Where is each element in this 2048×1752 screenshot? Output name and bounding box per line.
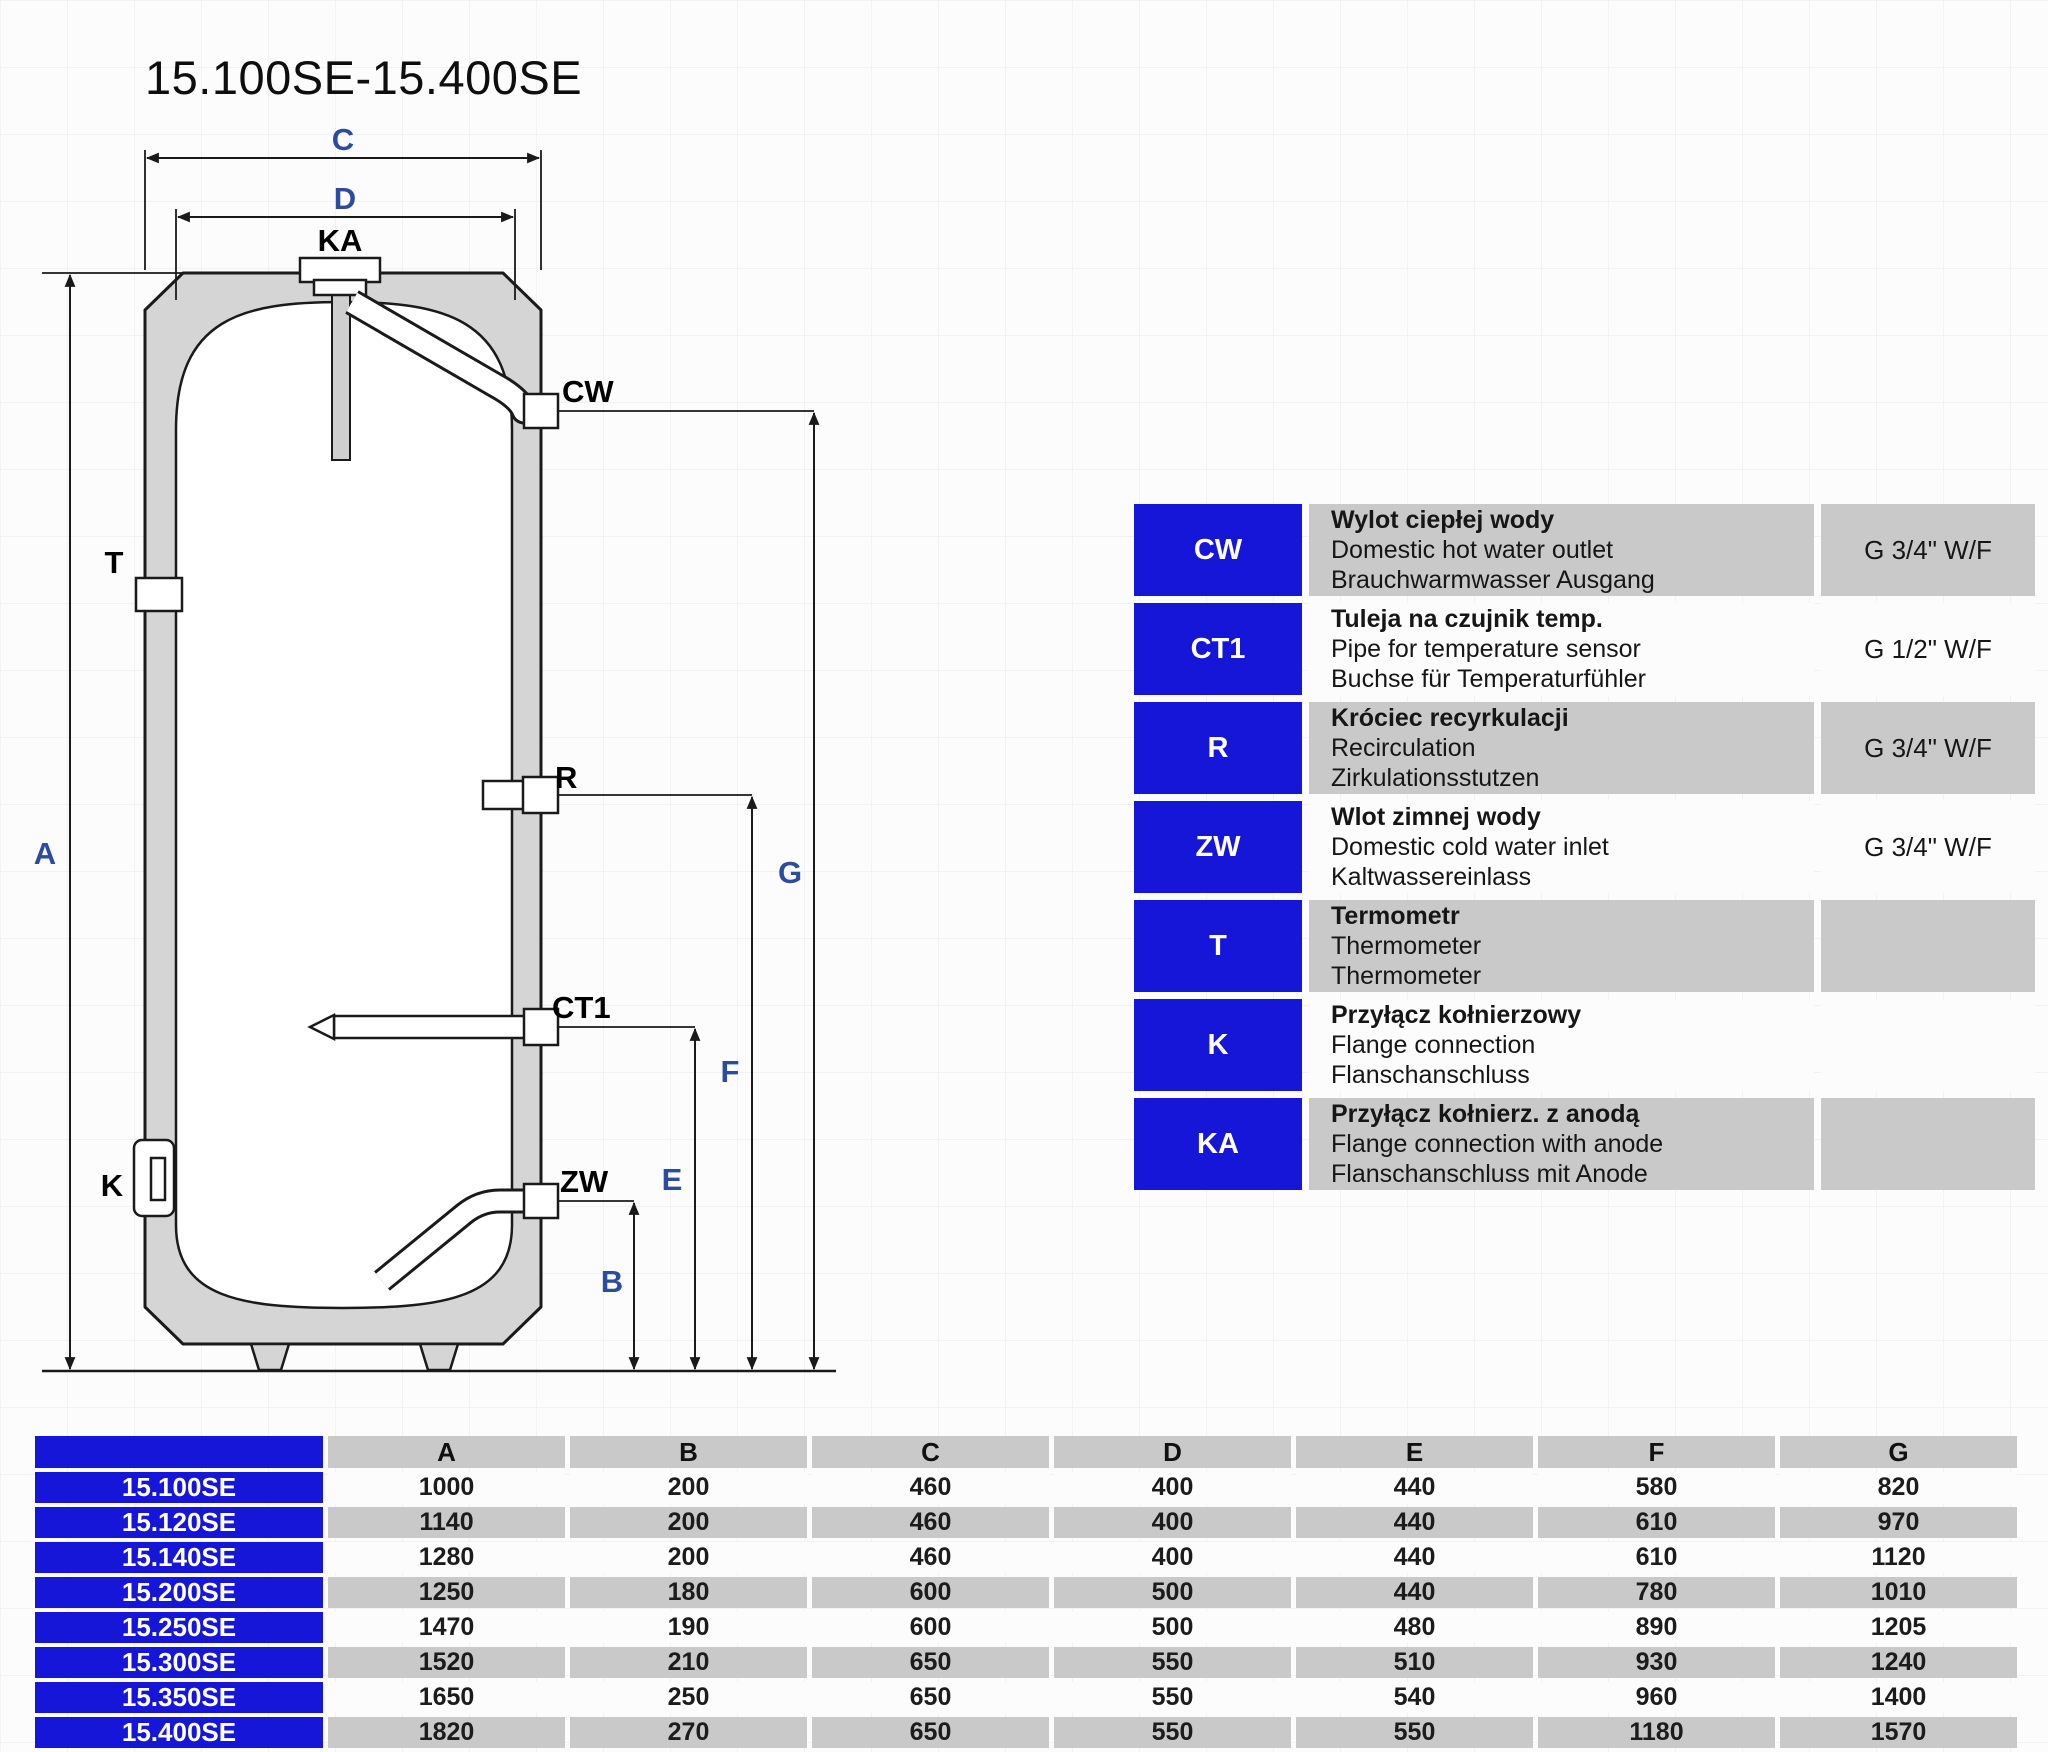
dimension-value-cell: 550 bbox=[1054, 1647, 1291, 1678]
connection-description-cell bbox=[1309, 603, 1814, 695]
dimension-value-cell: 650 bbox=[812, 1717, 1049, 1748]
dimension-header-cell: D bbox=[1054, 1436, 1291, 1468]
dimensions-row bbox=[35, 1577, 2017, 1608]
dimension-header-cell: F bbox=[1538, 1436, 1775, 1468]
dimension-value-cell: 1820 bbox=[328, 1717, 565, 1748]
dimension-value-cell: 500 bbox=[1054, 1612, 1291, 1643]
connection-description-cell bbox=[1309, 504, 1814, 596]
dimension-header-cell: A bbox=[328, 1436, 565, 1468]
dimension-header-cell: G bbox=[1780, 1436, 2017, 1468]
dimension-value-cell: 600 bbox=[812, 1577, 1049, 1608]
dimension-header-cell: C bbox=[812, 1436, 1049, 1468]
dimension-value-cell: 440 bbox=[1296, 1577, 1533, 1608]
dimension-value-cell: 200 bbox=[570, 1542, 807, 1573]
dimension-value-cell: 610 bbox=[1538, 1542, 1775, 1573]
dimension-value-cell: 1120 bbox=[1780, 1542, 2017, 1573]
r-fitting bbox=[523, 777, 558, 813]
description-english: Domestic hot water outlet bbox=[1331, 536, 1614, 564]
connection-code-cell: CT1 bbox=[1134, 603, 1302, 695]
description-polish: Tuleja na czujnik temp. bbox=[1331, 605, 1603, 633]
legend-row bbox=[1134, 1098, 2035, 1190]
dimension-value-cell: 1010 bbox=[1780, 1577, 2017, 1608]
legend-row bbox=[1134, 702, 2035, 794]
connection-description-cell bbox=[1309, 900, 1814, 992]
dimension-value-cell: 210 bbox=[570, 1647, 807, 1678]
dim-label-b: B bbox=[600, 1264, 624, 1299]
dimension-value-cell: 1570 bbox=[1780, 1717, 2017, 1748]
dimension-value-cell: 780 bbox=[1538, 1577, 1775, 1608]
page-title: 15.100SE-15.400SE bbox=[145, 51, 583, 104]
description-german: Kaltwassereinlass bbox=[1331, 863, 1532, 891]
ka-flange bbox=[300, 258, 380, 282]
model-cell: 15.120SE bbox=[35, 1507, 323, 1538]
dimension-value-cell: 400 bbox=[1054, 1542, 1291, 1573]
dimension-value-cell: 600 bbox=[812, 1612, 1049, 1643]
dim-label-d: D bbox=[333, 181, 357, 216]
connection-size-cell: G 1/2" W/F bbox=[1821, 603, 2035, 695]
dimension-value-cell: 1650 bbox=[328, 1682, 565, 1713]
dimensions-row bbox=[35, 1542, 2017, 1573]
dimensions-row bbox=[35, 1472, 2017, 1503]
connection-description-cell bbox=[1309, 702, 1814, 794]
dimension-value-cell: 1280 bbox=[328, 1542, 565, 1573]
model-cell: 15.250SE bbox=[35, 1612, 323, 1643]
model-cell: 15.100SE bbox=[35, 1472, 323, 1503]
dimensions-row bbox=[35, 1612, 2017, 1643]
description-english: Flange connection bbox=[1331, 1031, 1536, 1059]
dimension-value-cell: 550 bbox=[1054, 1682, 1291, 1713]
description-german: Zirkulationsstutzen bbox=[1331, 764, 1540, 792]
connection-size-cell: G 3/4" W/F bbox=[1821, 504, 2035, 596]
dim-label-g: G bbox=[777, 855, 803, 890]
tank-foot bbox=[251, 1344, 289, 1370]
model-cell: 15.350SE bbox=[35, 1682, 323, 1713]
dimension-value-cell: 580 bbox=[1538, 1472, 1775, 1503]
connection-size-cell bbox=[1821, 1098, 2035, 1190]
t-label: T bbox=[104, 545, 124, 580]
description-english: Recirculation bbox=[1331, 734, 1476, 762]
description-english: Thermometer bbox=[1331, 932, 1482, 960]
dimension-header-cell: B bbox=[570, 1436, 807, 1468]
description-english: Domestic cold water inlet bbox=[1331, 833, 1609, 861]
description-polish: Króciec recyrkulacji bbox=[1331, 704, 1569, 732]
connection-code-cell: CW bbox=[1134, 504, 1302, 596]
description-german: Flanschanschluss bbox=[1331, 1061, 1530, 1089]
dimension-value-cell: 1520 bbox=[328, 1647, 565, 1678]
model-cell: 15.140SE bbox=[35, 1542, 323, 1573]
description-polish: Przyłącz kołnierzowy bbox=[1331, 1001, 1582, 1029]
description-polish: Wylot ciepłej wody bbox=[1331, 506, 1555, 534]
dim-label-e: E bbox=[661, 1162, 683, 1197]
cw-fitting bbox=[524, 394, 558, 428]
dimension-value-cell: 200 bbox=[570, 1472, 807, 1503]
dimension-value-cell: 550 bbox=[1296, 1717, 1533, 1748]
description-english: Flange connection with anode bbox=[1331, 1130, 1664, 1158]
dimension-value-cell: 960 bbox=[1538, 1682, 1775, 1713]
dimensions-table bbox=[30, 1432, 2022, 1752]
dimension-value-cell: 460 bbox=[812, 1472, 1049, 1503]
description-polish: Przyłącz kołnierz. z anodą bbox=[1331, 1100, 1640, 1128]
dimension-value-cell: 820 bbox=[1780, 1472, 2017, 1503]
description-polish: Wlot zimnej wody bbox=[1331, 803, 1541, 831]
connection-size-cell bbox=[1821, 999, 2035, 1091]
dimension-value-cell: 270 bbox=[570, 1717, 807, 1748]
tank-diagram bbox=[0, 0, 880, 1420]
dimensions-row bbox=[35, 1717, 2017, 1748]
connection-size-cell bbox=[1821, 900, 2035, 992]
dimension-value-cell: 540 bbox=[1296, 1682, 1533, 1713]
description-german: Flanschanschluss mit Anode bbox=[1331, 1160, 1648, 1188]
model-cell: 15.300SE bbox=[35, 1647, 323, 1678]
legend-row bbox=[1134, 900, 2035, 992]
ka-label: KA bbox=[317, 223, 363, 258]
dimension-value-cell: 500 bbox=[1054, 1577, 1291, 1608]
ct1-label: CT1 bbox=[552, 990, 611, 1025]
anode-rod bbox=[332, 295, 350, 460]
dimension-value-cell: 930 bbox=[1538, 1647, 1775, 1678]
dim-label-c: C bbox=[331, 122, 355, 157]
dimension-value-cell: 1240 bbox=[1780, 1647, 2017, 1678]
dimension-value-cell: 510 bbox=[1296, 1647, 1533, 1678]
connection-size-cell: G 3/4" W/F bbox=[1821, 801, 2035, 893]
corner-cell bbox=[35, 1436, 323, 1468]
dimensions-row bbox=[35, 1682, 2017, 1713]
dimension-value-cell: 440 bbox=[1296, 1507, 1533, 1538]
description-polish: Termometr bbox=[1331, 902, 1460, 930]
connection-description-cell bbox=[1309, 801, 1814, 893]
dimensions-table-body bbox=[35, 1472, 2017, 1748]
description-german: Buchse für Temperaturfühler bbox=[1331, 665, 1646, 693]
dimension-value-cell: 480 bbox=[1296, 1612, 1533, 1643]
connection-description-cell bbox=[1309, 1098, 1814, 1190]
dimension-value-cell: 650 bbox=[812, 1682, 1049, 1713]
connection-size-cell: G 3/4" W/F bbox=[1821, 702, 2035, 794]
legend-table-body bbox=[1134, 504, 2035, 1190]
connection-code-cell: K bbox=[1134, 999, 1302, 1091]
dimensions-header-row bbox=[35, 1436, 2017, 1468]
dimension-value-cell: 190 bbox=[570, 1612, 807, 1643]
dimension-value-cell: 180 bbox=[570, 1577, 807, 1608]
connection-code-cell: ZW bbox=[1134, 801, 1302, 893]
connection-code-cell: KA bbox=[1134, 1098, 1302, 1190]
model-cell: 15.200SE bbox=[35, 1577, 323, 1608]
legend-table bbox=[1127, 497, 2042, 1197]
ct1-tube bbox=[334, 1016, 526, 1038]
k-flange-inner bbox=[151, 1158, 165, 1200]
tank-foot bbox=[420, 1344, 458, 1370]
dimension-value-cell: 400 bbox=[1054, 1507, 1291, 1538]
description-german: Brauchwarmwasser Ausgang bbox=[1331, 566, 1655, 594]
dimensions-row bbox=[35, 1507, 2017, 1538]
description-english: Pipe for temperature sensor bbox=[1331, 635, 1641, 663]
dimension-value-cell: 440 bbox=[1296, 1472, 1533, 1503]
dimension-value-cell: 200 bbox=[570, 1507, 807, 1538]
dimension-value-cell: 610 bbox=[1538, 1507, 1775, 1538]
legend-row bbox=[1134, 999, 2035, 1091]
r-label: R bbox=[555, 760, 578, 795]
dimension-value-cell: 1250 bbox=[328, 1577, 565, 1608]
model-cell: 15.400SE bbox=[35, 1717, 323, 1748]
connection-description-cell bbox=[1309, 999, 1814, 1091]
dim-label-a: A bbox=[33, 836, 57, 871]
dimension-value-cell: 650 bbox=[812, 1647, 1049, 1678]
dimension-value-cell: 460 bbox=[812, 1507, 1049, 1538]
cw-label: CW bbox=[562, 374, 614, 409]
legend-row bbox=[1134, 504, 2035, 596]
r-stub bbox=[483, 781, 525, 809]
k-label: K bbox=[100, 1168, 124, 1203]
dimension-value-cell: 440 bbox=[1296, 1542, 1533, 1573]
dimension-value-cell: 400 bbox=[1054, 1472, 1291, 1503]
dim-label-f: F bbox=[720, 1054, 740, 1089]
dimension-value-cell: 890 bbox=[1538, 1612, 1775, 1643]
dimensions-row bbox=[35, 1647, 2017, 1678]
dimension-value-cell: 460 bbox=[812, 1542, 1049, 1573]
legend-row bbox=[1134, 801, 2035, 893]
dimension-value-cell: 250 bbox=[570, 1682, 807, 1713]
description-german: Thermometer bbox=[1331, 962, 1482, 990]
dimension-value-cell: 970 bbox=[1780, 1507, 2017, 1538]
dimension-value-cell: 1180 bbox=[1538, 1717, 1775, 1748]
zw-fitting bbox=[524, 1184, 558, 1218]
dimension-value-cell: 1400 bbox=[1780, 1682, 2017, 1713]
dimension-header-cell: E bbox=[1296, 1436, 1533, 1468]
dimension-value-cell: 550 bbox=[1054, 1717, 1291, 1748]
connection-code-cell: R bbox=[1134, 702, 1302, 794]
connection-code-cell: T bbox=[1134, 900, 1302, 992]
legend-row bbox=[1134, 603, 2035, 695]
zw-label: ZW bbox=[560, 1164, 609, 1199]
dimension-value-cell: 1205 bbox=[1780, 1612, 2017, 1643]
thermometer-fitting bbox=[136, 578, 182, 611]
dimension-value-cell: 1140 bbox=[328, 1507, 565, 1538]
dimension-value-cell: 1470 bbox=[328, 1612, 565, 1643]
dimension-value-cell: 1000 bbox=[328, 1472, 565, 1503]
